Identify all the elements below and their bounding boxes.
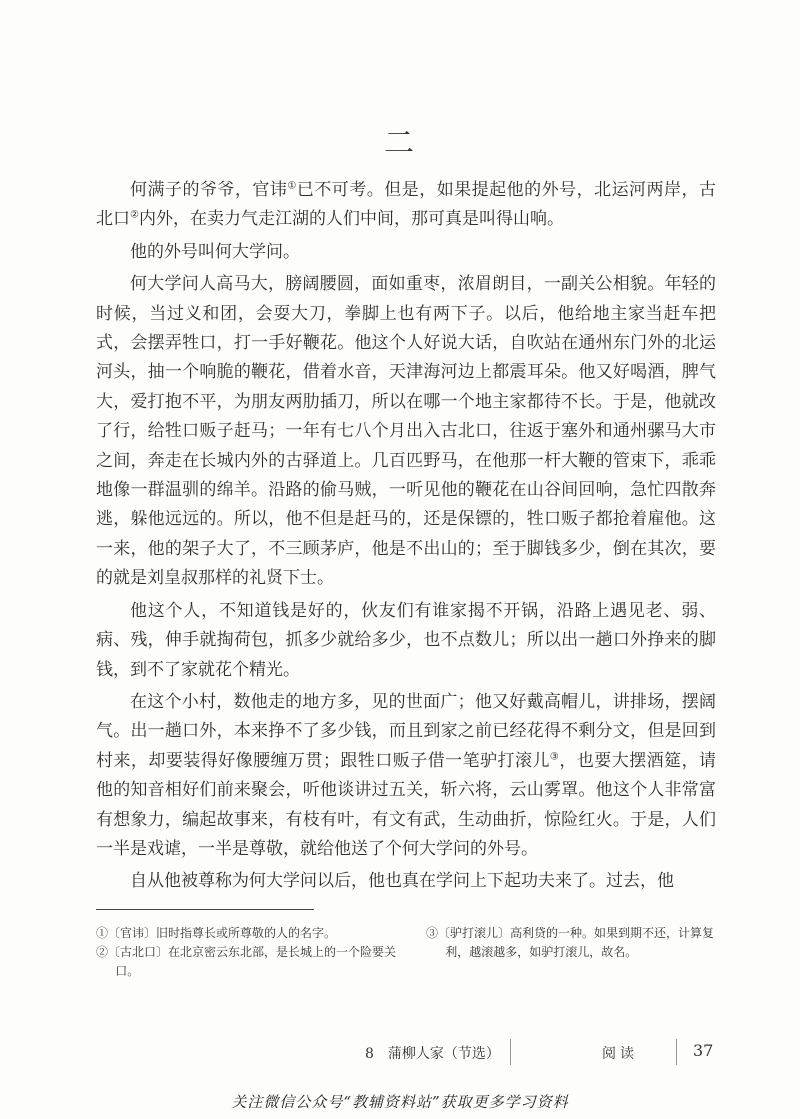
footnote: ②〔古北口〕在北京密云东北部，是长城上的一个险要关口。 xyxy=(96,945,397,978)
text-run: 他这个人，不知道钱是好的，伙友们有谁家揭不开锅，沿路上遇见老、弱、病、残，伸手就掏荷包，抓多少就给多少，也不点数儿；所以出一趟口外挣来的脚钱，到不了家就花个精光。 xyxy=(96,600,716,680)
section-title: 二 xyxy=(384,126,416,161)
running-footer xyxy=(0,1039,800,1069)
paragraph xyxy=(96,270,716,593)
footer-divider xyxy=(510,1039,511,1065)
footer-section-label: 阅读 xyxy=(602,1046,638,1062)
footnotes-left-column xyxy=(96,924,396,981)
footer-divider xyxy=(676,1039,677,1065)
text-run: ，也要大摆酒筵，请他的知音相好们前来聚会，听他谈讲过五关，斩六将，云山雾罩。他这个人非常富有想象力，编起故事来，有枝有叶，有文有武，生动曲折，惊险红火。于是，人们一半是戏谑，一半是尊敬，就给他送了个何大学问的外号。 xyxy=(96,750,717,859)
paragraph xyxy=(96,176,716,235)
footnote-marker: ③ xyxy=(549,751,560,763)
text-run: 何满子的爷爷，官讳 xyxy=(130,180,288,200)
footer-chapter-title: 8 蒲柳人家（节选） xyxy=(365,1046,500,1062)
footnote: ①〔官讳〕旧时指尊长或所尊敬的人的名字。 xyxy=(96,926,337,940)
paragraph xyxy=(96,688,716,864)
text-run: 内外，在卖力气走江湖的人们中间，那可真是叫得山响。 xyxy=(138,209,564,230)
text-run: 何大学问人高马大，膀阔腰圆，面如重枣，浓眉朗目，一副关公相貌。年轻的时候，当过义和团，会耍大刀，拳脚上也有两下子。以后，他给地主家当赶车把式，会摆弄牲口，打一手好鞭花。他这个人好说大话，自吹站在通州东门外的北运河头，抽一个响脆的鞭花，借着水音，天津海河边上都震耳朵。他又好喝酒，脾气大，爱打抱不平，为朋友两肋插刀，所以在哪一个地主家都待不长。于是，他就改了行，给牲口贩子赶马；一年有七八个月出入古北口，往返于塞外和通州骡马大市之间，奔走在长城内外的古驿道上。几百匹野马，在他那一杆大鞭的管束下，乖乖地像一群温驯的绵羊。沿路的偷马贼，一听见他的鞭花在山谷间回响，急忙四散奔逃，躲他远远的。所以，他不但是赶马的，还是保镖的，牲口贩子都抢着雇他。这一来，他的架子大了，不三顾茅庐，他是不出山的；至于脚钱多少，倒在其次，要的就是刘皇叔那样的礼贤下士。 xyxy=(96,274,716,589)
watermark-text: 关注微信公众号“教辅资料站”获取更多学习资料 xyxy=(231,1093,569,1111)
footnote-marker: ① xyxy=(287,180,297,192)
paragraph xyxy=(96,597,716,685)
text-run: 他的外号叫何大学问。 xyxy=(130,241,300,262)
paragraph xyxy=(96,238,716,267)
footnote-marker: ② xyxy=(130,209,139,221)
footnote: ③〔驴打滚儿〕高利贷的一种。如果到期不还，计算复利，越滚越多，如驴打滚儿，故名。 xyxy=(426,926,715,959)
text-run: 已不可考。但是，如果提起他的外号，北运河两岸，古北口 xyxy=(96,180,717,230)
text-run: 在这个小村，数他走的地方多，见的世面广；他又好戴高帽儿，讲排场，摆阔气。出一趟口外，本来挣不了多少钱，而且到家之前已经花得不剩分文，但是回到村来，却要装得好像腰缠万贯；跟牲口贩子借一笔驴打滚儿 xyxy=(96,691,716,771)
text-run: 自从他被尊称为何大学问以后，他也真在学问上下起功夫来了。过去，他 xyxy=(130,871,674,892)
footnotes-right-column xyxy=(426,924,716,962)
footnote-divider xyxy=(96,909,314,910)
paragraph xyxy=(96,867,716,896)
body-text xyxy=(96,176,716,900)
page-number: 37 xyxy=(693,1041,714,1060)
